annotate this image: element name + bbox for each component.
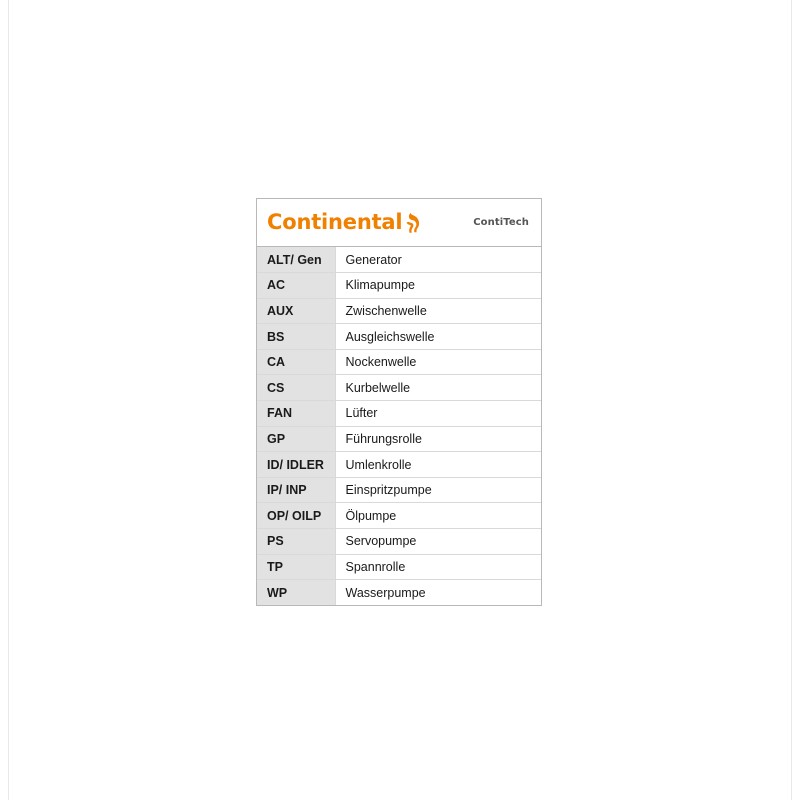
term-cell: Klimapumpe xyxy=(335,273,541,299)
term-cell: Einspritzpumpe xyxy=(335,477,541,503)
table-row xyxy=(257,375,541,401)
abbr-cell: BS xyxy=(257,324,335,350)
abbr-cell: AUX xyxy=(257,298,335,324)
table-row xyxy=(257,529,541,555)
term-cell: Umlenkrolle xyxy=(335,452,541,478)
page-border-right xyxy=(791,0,792,800)
term-cell: Zwischenwelle xyxy=(335,298,541,324)
abbr-cell: GP xyxy=(257,426,335,452)
term-cell: Spannrolle xyxy=(335,554,541,580)
table-row xyxy=(257,247,541,273)
term-cell: Wasserpumpe xyxy=(335,580,541,606)
table-row xyxy=(257,273,541,299)
abbr-cell: WP xyxy=(257,580,335,606)
term-cell: Führungsrolle xyxy=(335,426,541,452)
table-row xyxy=(257,324,541,350)
abbr-cell: AC xyxy=(257,273,335,299)
abbr-cell: PS xyxy=(257,529,335,555)
term-cell: Generator xyxy=(335,247,541,273)
table-row xyxy=(257,452,541,478)
abbr-cell: CA xyxy=(257,349,335,375)
brand-name: Continental xyxy=(267,210,403,234)
horse-icon xyxy=(405,212,421,234)
table-row xyxy=(257,298,541,324)
term-cell: Lüfter xyxy=(335,401,541,427)
abbr-cell: IP/ INP xyxy=(257,477,335,503)
term-cell: Ausgleichswelle xyxy=(335,324,541,350)
abbr-cell: FAN xyxy=(257,401,335,427)
abbreviation-table xyxy=(257,247,541,605)
term-cell: Nockenwelle xyxy=(335,349,541,375)
table-row xyxy=(257,401,541,427)
table-row xyxy=(257,503,541,529)
page-border-left xyxy=(8,0,9,800)
abbr-cell: TP xyxy=(257,554,335,580)
abbr-cell: OP/ OILP xyxy=(257,503,335,529)
table-row xyxy=(257,477,541,503)
legend-card xyxy=(256,198,542,606)
table-row xyxy=(257,349,541,375)
abbr-cell: ID/ IDLER xyxy=(257,452,335,478)
brand-logo xyxy=(267,212,421,234)
table-row xyxy=(257,554,541,580)
term-cell: Ölpumpe xyxy=(335,503,541,529)
abbr-cell: CS xyxy=(257,375,335,401)
term-cell: Kurbelwelle xyxy=(335,375,541,401)
sub-brand-name: ContiTech xyxy=(473,217,529,228)
table-row xyxy=(257,426,541,452)
abbr-cell: ALT/ Gen xyxy=(257,247,335,273)
brand-header xyxy=(257,199,541,247)
table-row xyxy=(257,580,541,606)
term-cell: Servopumpe xyxy=(335,529,541,555)
